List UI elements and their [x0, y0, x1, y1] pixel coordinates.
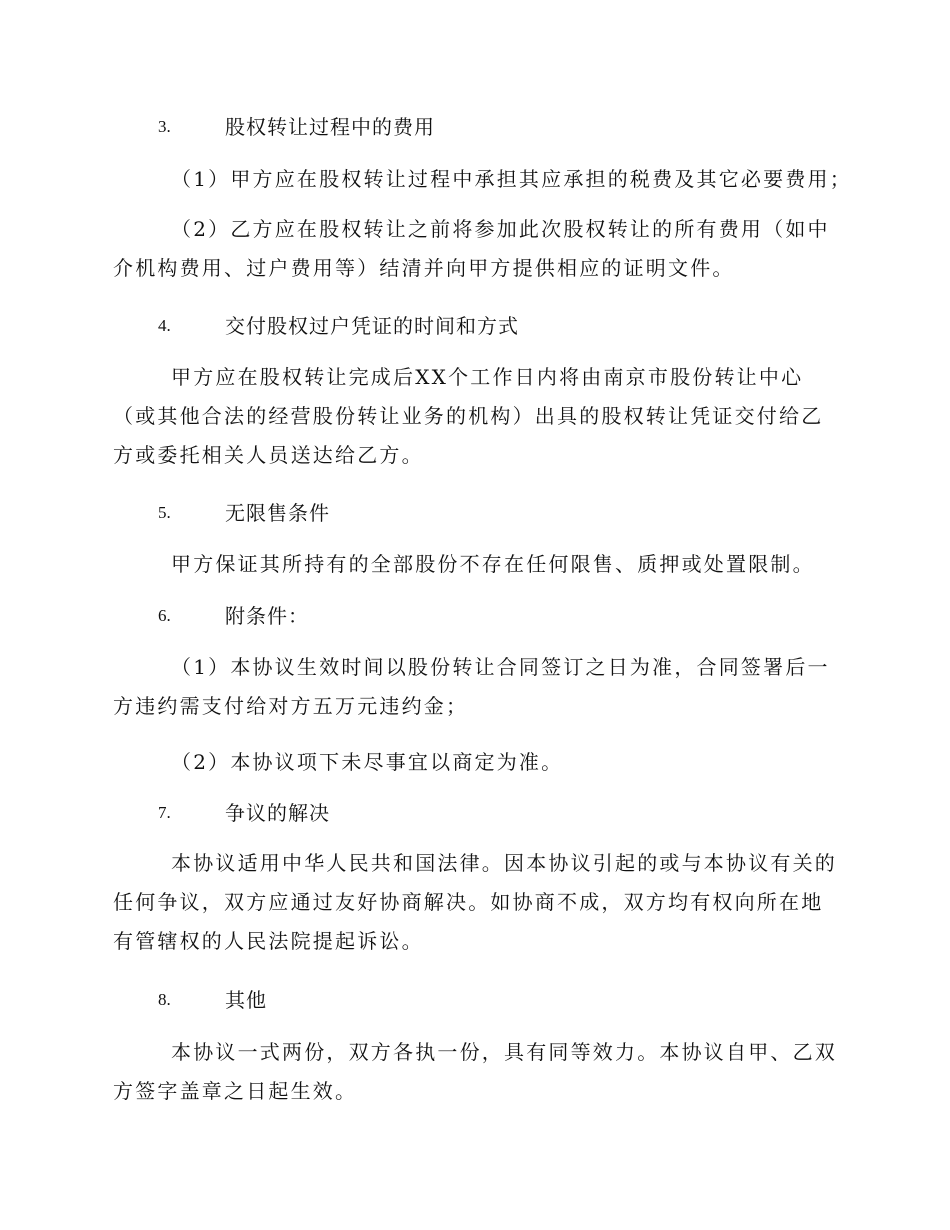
- section-number: 3.: [158, 117, 171, 136]
- section-number: 5.: [158, 503, 171, 522]
- paragraph-6-2: （2）本协议项下未尽事宜以商定为准。: [171, 750, 564, 774]
- section-heading-6: [0, 600, 950, 632]
- paragraph-4-1: 甲方应在股权转让完成后XX个工作日内将由南京市股份转让中心（或其他合法的经营股份转让业务的机构）出具的股权转让凭证交付给乙方或委托相关人员送达给乙方。: [113, 365, 824, 467]
- section-heading-5: [0, 497, 950, 529]
- section-number: 4.: [158, 316, 171, 335]
- section-title: 无限售条件: [225, 501, 330, 525]
- section-title: 附条件：: [225, 604, 309, 628]
- paragraph-8-1: 本协议一式两份，双方各执一份，具有同等效力。本协议自甲、乙双方签字盖章之日起生效。: [113, 1040, 837, 1103]
- paragraph-3-1: （1）甲方应在股权转让过程中承担其应承担的税费及其它必要费用；: [171, 167, 852, 191]
- section-heading-7: [0, 797, 950, 829]
- section-title: 股权转让过程中的费用: [225, 115, 435, 139]
- section-heading-8: [0, 984, 950, 1016]
- paragraph-6-1: （1）本协议生效时间以股份转让合同签订之日为准，合同签署后一方违约需支付给对方五万元违约金；: [113, 655, 830, 718]
- paragraph-3-2: （2）乙方应在股权转让之前将参加此次股权转让的所有费用（如中介机构费用、过户费用等）结清并向甲方提供相应的证明文件。: [113, 217, 830, 280]
- paragraph-5-1: 甲方保证其所持有的全部股份不存在任何限售、质押或处置限制。: [171, 552, 815, 576]
- section-heading-3: [0, 111, 950, 143]
- section-heading-4: [0, 310, 950, 342]
- section-title: 交付股权过户凭证的时间和方式: [225, 314, 519, 338]
- section-title: 其他: [225, 988, 267, 1012]
- section-number: 6.: [158, 606, 171, 625]
- section-number: 7.: [158, 803, 171, 822]
- section-number: 8.: [158, 990, 171, 1009]
- paragraph-7-1: 本协议适用中华人民共和国法律。因本协议引起的或与本协议有关的任何争议，双方应通过友好协商解决。如协商不成，双方均有权向所在地有管辖权的人民法院提起诉讼。: [113, 851, 837, 953]
- section-title: 争议的解决: [225, 801, 330, 825]
